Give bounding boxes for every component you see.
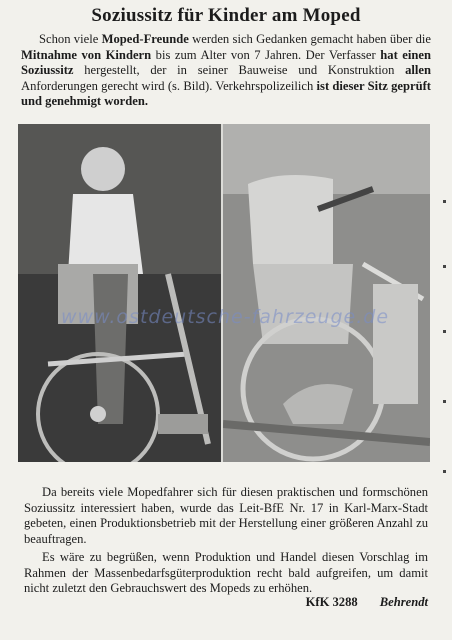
article-title: Soziussitz für Kinder am Moped (91, 5, 361, 26)
margin-mark (443, 400, 446, 403)
intro-text-segment: hergestellt, der in seiner Bauweise und Konstruktion (73, 63, 406, 78)
margin-mark (443, 265, 446, 268)
intro-text-segment: hat einen Soziussitz (21, 47, 431, 78)
production-paragraph: Da bereits viele Mopedfahrer sich für diesen praktischen und formschönen Soziussitz interessiert haben, wurde das Leit-BfE Nr. 17 in Karl-Marx-Stadt gebeten, einen Produktionsbetrieb mit der Herstellung einer größeren Anzahl zu beauftragen. (24, 485, 428, 546)
author-name: Behrendt (379, 595, 428, 609)
intro-text-segment: Schon viele (39, 32, 102, 46)
intro-text-segment: Anforderungen gerecht wird (s. Bild). Verkehrspolizeilich (21, 78, 317, 93)
margin-mark (443, 200, 446, 203)
watermark-text: www.ostdeutsche-fahrzeuge.de (60, 306, 390, 328)
intro-paragraph (21, 32, 431, 110)
intro-text-segment: allen (405, 63, 431, 78)
signature-line (24, 595, 428, 610)
intro-text-segment: Mitnahme von Kindern (21, 47, 152, 62)
photo-seat-detail (223, 124, 430, 462)
margin-mark (443, 470, 446, 473)
article-code: KfK 3288 (305, 595, 358, 609)
photo-child-on-seat (18, 124, 221, 462)
intro-text-segment: ist dieser Sitz geprüft und genehmigt worden. (21, 78, 431, 109)
closing-paragraph: Es wäre zu begrüßen, wenn Produktion und Handel diesen Vorschlag im Rahmen der Massenbedarfsgüterproduktion recht bald aufgreifen, um damit nicht zuletzt den Gebrauchswert des Mopeds zu erhöhen. (24, 550, 428, 596)
margin-mark (443, 330, 446, 333)
intro-text-segment: bis zum Alter von 7 Jahren. Der Verfasser (151, 47, 381, 62)
intro-text-segment: werden sich Gedanken gemacht haben über die (188, 32, 431, 46)
intro-text-segment: Moped-Freunde (101, 32, 189, 46)
photo-panel (18, 124, 430, 462)
